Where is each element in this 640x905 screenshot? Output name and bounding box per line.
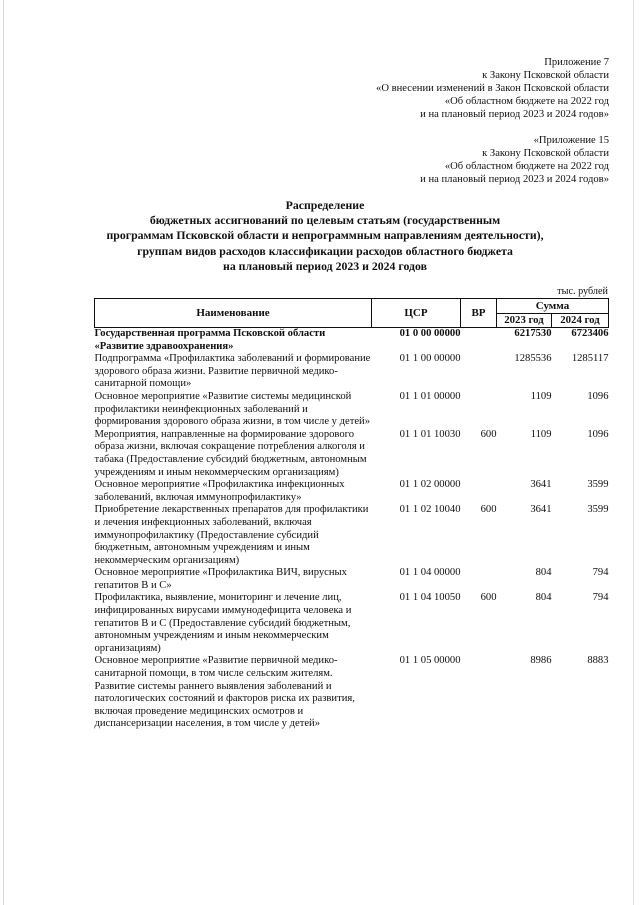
row-amount-2024: 6723406 <box>571 328 609 339</box>
row-amount-2023: 1109 <box>530 390 552 402</box>
row-amount-2023: 1285536 <box>514 353 552 365</box>
units-label: тыс. рублей <box>557 286 608 297</box>
document-title <box>60 198 590 274</box>
row-name: Основное мероприятие «Развитие первичной медико-санитарной помощи, в том числе сельским жителям. Развитие системы раннего выявления заболеваний и патологических состояний и факторов риска их развития, включая проведение медицинских осмотров и диспансеризации населения, в том числе у детей» <box>94 655 355 730</box>
appendix-header-main <box>376 56 609 121</box>
row-csr: 01 1 04 10050 <box>399 592 461 604</box>
row-vr <box>461 391 497 429</box>
row-name: Основное мероприятие «Развитие системы медицинской профилактики неинфекционных заболеваний и формирования здорового образа жизни, в том числе у детей» <box>94 390 371 428</box>
table-header <box>95 299 609 328</box>
row-csr: 01 1 02 10040 <box>399 504 461 516</box>
row-amount-2023: 3641 <box>530 504 552 516</box>
appendix-line: «Об областном бюджете на 2022 год <box>444 161 609 173</box>
budget-table <box>94 298 609 731</box>
appendix-header-original <box>420 134 609 186</box>
row-amount-2023: 8986 <box>530 655 552 667</box>
row-vr <box>461 567 497 592</box>
row-amount-2024: 8883 <box>587 655 609 667</box>
header-csr: ЦСР <box>372 299 461 328</box>
row-name: Основное мероприятие «Профилактика ВИЧ, вирусных гепатитов В и С» <box>94 567 347 591</box>
row-csr: 01 1 00 00000 <box>399 353 461 365</box>
scan-edge-left <box>3 0 4 905</box>
table-row <box>95 479 609 504</box>
title-line: бюджетных ассигнований по целевым статьям (государственным <box>149 213 501 228</box>
header-2024: 2024 год <box>552 314 609 328</box>
title-line: группам видов расходов классификации расходов областного бюджета <box>137 243 513 258</box>
row-csr: 01 1 01 10030 <box>399 428 461 440</box>
title-line: на плановый период 2023 и 2024 годов <box>223 258 427 273</box>
row-amount-2024: 794 <box>592 592 609 604</box>
row-csr: 01 1 05 00000 <box>399 655 461 667</box>
row-amount-2024: 1096 <box>587 428 609 440</box>
row-vr: 600 <box>480 592 497 604</box>
row-amount-2024: 3599 <box>587 479 609 491</box>
header-sum: Сумма <box>497 299 609 314</box>
row-vr <box>461 328 497 354</box>
row-amount-2024: 1285117 <box>571 353 609 365</box>
appendix-line: «Об областном бюджете на 2022 год <box>444 96 609 108</box>
header-vr: ВР <box>461 299 497 328</box>
row-name: Приобретение лекарственных препаратов для профилактики и лечения инфекционных заболеваний, включая иммунопрофилактику (Предоставление субсидий бюджетным, автономным учреждениям и иным некоммерческим организациям) <box>94 504 369 566</box>
row-name: Подпрограмма «Профилактика заболеваний и формирование здорового образа жизни. Развитие первичной медико-санитарной помощи» <box>94 353 371 390</box>
row-csr: 01 1 02 00000 <box>399 479 461 491</box>
row-amount-2023: 804 <box>535 592 552 604</box>
appendix-line: и на плановый период 2023 и 2024 годов» <box>420 109 609 121</box>
row-amount-2023: 6217530 <box>514 328 552 339</box>
table-row <box>95 328 609 354</box>
table-row <box>95 655 609 731</box>
row-name: Профилактика, выявление, мониторинг и лечение лиц, инфицированных вирусами иммунодефицита человека и гепатитов В и С (Предоставление субсидий бюджетным, автономным учреждениям и иным некоммерческим организациям) <box>94 592 352 654</box>
row-csr: 01 1 04 00000 <box>399 567 461 579</box>
row-amount-2023: 3641 <box>530 479 552 491</box>
table-row <box>95 391 609 429</box>
appendix-line: «Приложение 15 <box>533 135 609 146</box>
appendix-line: к Закону Псковской области <box>482 70 609 82</box>
row-amount-2024: 794 <box>592 567 609 579</box>
appendix-line: к Закону Псковской области <box>482 148 609 160</box>
appendix-line: и на плановый период 2023 и 2024 годов» <box>420 174 609 186</box>
row-vr <box>461 655 497 731</box>
row-vr: 600 <box>480 504 497 516</box>
table-row <box>95 353 609 391</box>
header-2023: 2023 год <box>497 314 552 328</box>
table-row <box>95 504 609 567</box>
row-amount-2023: 1109 <box>530 428 552 440</box>
row-csr: 01 0 00 00000 <box>399 328 461 339</box>
row-vr: 600 <box>480 428 497 440</box>
row-amount-2023: 804 <box>535 567 552 579</box>
row-name: Государственная программа Псковской области «Развитие здравоохранения» <box>94 328 326 352</box>
scan-edge-right <box>633 0 634 905</box>
row-name: Мероприятия, направленные на формирование здорового образа жизни, включая сокращение потребления алкоголя и табака (Предоставление субсидий бюджетным, автономным учреждениям и иным некоммерческим организациям) <box>94 428 367 478</box>
row-name: Основное мероприятие «Профилактика инфекционных заболеваний, включая иммунопрофилактику» <box>94 479 345 503</box>
header-name: Наименование <box>95 299 372 328</box>
row-amount-2024: 1096 <box>587 390 609 402</box>
table-row <box>95 429 609 479</box>
row-csr: 01 1 01 00000 <box>399 390 461 402</box>
title-line: Распределение <box>285 198 365 212</box>
table-row <box>95 592 609 655</box>
title-line: программам Псковской области и непрограммным направлениям деятельности), <box>106 228 544 243</box>
row-vr <box>461 353 497 391</box>
appendix-line: «О внесении изменений в Закон Псковской области <box>376 83 609 95</box>
row-vr <box>461 479 497 504</box>
table-row <box>95 567 609 592</box>
row-amount-2024: 3599 <box>587 504 609 516</box>
appendix-line: Приложение 7 <box>544 57 609 68</box>
